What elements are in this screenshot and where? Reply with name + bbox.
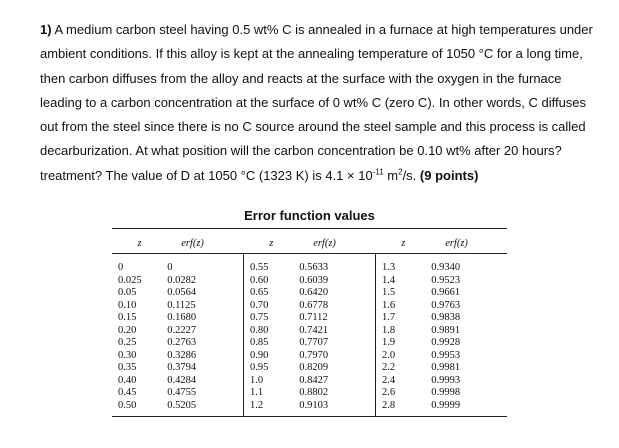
table-row bbox=[112, 300, 507, 313]
table-row bbox=[112, 254, 507, 275]
erf-cell: 0.9838 bbox=[431, 312, 461, 323]
error-function-table bbox=[112, 228, 507, 417]
header-z: z bbox=[375, 229, 431, 254]
erf-cell: 0.1680 bbox=[167, 312, 197, 323]
erf-cell: 0.9999 bbox=[431, 400, 507, 417]
erf-cell: 0 bbox=[167, 262, 173, 273]
header-erf: erf(z) bbox=[167, 229, 243, 254]
points-label: (9 points) bbox=[419, 167, 479, 183]
z-cell: 1.9 bbox=[375, 337, 431, 350]
z-cell: 1.4 bbox=[375, 275, 431, 288]
z-cell: 2.4 bbox=[375, 375, 431, 388]
z-cell: 0.025 bbox=[118, 274, 142, 286]
z-cell: 0.65 bbox=[243, 287, 299, 300]
erf-cell: 0.8802 bbox=[299, 387, 329, 398]
erf-cell: 0.9993 bbox=[431, 374, 461, 386]
erf-cell: 0.9763 bbox=[431, 299, 461, 311]
problem-text: A medium carbon steel having 0.5 wt% C is annealed in a furnace at high temperatures under ambient conditions. If this alloy is kept at the annealing temperature of 1050 °C for a long time, then carbon diffuses from the alloy and reacts at the surface with the oxygen in the furnace leading to a carbon concentration at the surface of 0 wt% C (zero C). In other words, C diffuses out from the steel since there is no C source around the steel sample and this process is called decarburization. At what position will the carbon concentration be 0.10 wt% after 20 hours? treatment? The value of D at 1050 °C (1323 K) is 4.1 × 10 bbox=[40, 22, 593, 183]
header-z: z bbox=[243, 229, 299, 254]
problem-text-unit: m bbox=[383, 167, 399, 183]
erf-cell: 0.4755 bbox=[167, 387, 197, 398]
erf-cell: 0.7421 bbox=[299, 324, 329, 336]
table-header-row bbox=[112, 229, 507, 254]
erf-cell: 0.7970 bbox=[299, 349, 329, 361]
erf-cell: 0.9891 bbox=[431, 324, 461, 336]
erf-cell: 0.4284 bbox=[167, 374, 197, 386]
z-cell: 1.3 bbox=[375, 254, 431, 275]
problem-number: 1) bbox=[40, 22, 52, 37]
z-cell: 1.2 bbox=[243, 400, 299, 417]
z-cell: 0 bbox=[118, 262, 124, 273]
z-cell: 1.8 bbox=[375, 325, 431, 338]
erf-cell: 0.7707 bbox=[299, 337, 329, 348]
z-cell: 0.95 bbox=[243, 362, 299, 375]
erf-cell: 0.6420 bbox=[299, 287, 329, 298]
table-row bbox=[112, 312, 507, 325]
table-row bbox=[112, 325, 507, 338]
z-cell: 1.5 bbox=[375, 287, 431, 300]
erf-cell: 0.9661 bbox=[431, 287, 461, 298]
unit-exponent: 2 bbox=[398, 167, 403, 177]
z-cell: 0.45 bbox=[118, 387, 137, 398]
table-body bbox=[112, 254, 507, 417]
erf-cell: 0.9981 bbox=[431, 362, 461, 373]
table-row bbox=[112, 350, 507, 363]
erf-cell: 0.1125 bbox=[167, 299, 196, 311]
z-cell: 0.15 bbox=[118, 312, 137, 323]
table-row bbox=[112, 362, 507, 375]
z-cell: 0.50 bbox=[112, 400, 167, 417]
table-title: Error function values bbox=[244, 208, 375, 223]
table-row bbox=[112, 287, 507, 300]
erf-cell: 0.0282 bbox=[167, 274, 197, 286]
z-cell: 2.6 bbox=[375, 387, 431, 400]
header-erf: erf(z) bbox=[431, 229, 507, 254]
z-cell: 0.80 bbox=[243, 325, 299, 338]
z-cell: 1.1 bbox=[243, 387, 299, 400]
erf-cell: 0.9928 bbox=[431, 337, 461, 348]
exponent: -11 bbox=[372, 167, 384, 177]
z-cell: 0.85 bbox=[243, 337, 299, 350]
erf-cell: 0.2227 bbox=[167, 324, 197, 336]
erf-cell: 0.2763 bbox=[167, 337, 197, 348]
table-row bbox=[112, 375, 507, 388]
erf-cell: 0.7112 bbox=[299, 312, 328, 323]
table-row bbox=[112, 387, 507, 400]
erf-cell: 0.9953 bbox=[431, 349, 461, 361]
erf-cell: 0.3794 bbox=[167, 362, 197, 373]
z-cell: 0.60 bbox=[243, 275, 299, 288]
z-cell: 0.20 bbox=[118, 324, 137, 336]
z-cell: 0.35 bbox=[118, 362, 137, 373]
z-cell: 1.7 bbox=[375, 312, 431, 325]
erf-cell: 0.5633 bbox=[299, 262, 329, 273]
table-row bbox=[112, 275, 507, 288]
z-cell: 0.05 bbox=[118, 287, 137, 298]
erf-cell: 0.8427 bbox=[299, 374, 329, 386]
z-cell: 0.70 bbox=[243, 300, 299, 313]
z-cell: 2.2 bbox=[375, 362, 431, 375]
erf-cell: 0.5205 bbox=[167, 400, 243, 417]
header-z: z bbox=[112, 229, 167, 254]
z-cell: 1.6 bbox=[375, 300, 431, 313]
erf-cell: 0.9998 bbox=[431, 387, 461, 398]
problem-statement bbox=[40, 18, 595, 188]
z-cell: 2.0 bbox=[375, 350, 431, 363]
z-cell: 1.0 bbox=[243, 375, 299, 388]
z-cell: 0.75 bbox=[243, 312, 299, 325]
erf-cell: 0.3286 bbox=[167, 349, 197, 361]
header-erf: erf(z) bbox=[299, 229, 375, 254]
erf-cell: 0.9523 bbox=[431, 274, 461, 286]
erf-cell: 0.6778 bbox=[299, 299, 329, 311]
z-cell: 0.40 bbox=[118, 374, 137, 386]
z-cell: 0.10 bbox=[118, 299, 137, 311]
erf-cell: 0.9340 bbox=[431, 262, 461, 273]
z-cell: 0.55 bbox=[243, 254, 299, 275]
table-row bbox=[112, 400, 507, 417]
erf-cell: 0.9103 bbox=[299, 400, 375, 417]
erf-cell: 0.6039 bbox=[299, 274, 329, 286]
z-cell: 0.90 bbox=[243, 350, 299, 363]
problem-text-end: /s. bbox=[402, 167, 420, 183]
z-cell: 2.8 bbox=[375, 400, 431, 417]
erf-cell: 0.0564 bbox=[167, 287, 197, 298]
z-cell: 0.30 bbox=[118, 349, 137, 361]
table-row bbox=[112, 337, 507, 350]
z-cell: 0.25 bbox=[118, 337, 137, 348]
erf-cell: 0.8209 bbox=[299, 362, 329, 373]
